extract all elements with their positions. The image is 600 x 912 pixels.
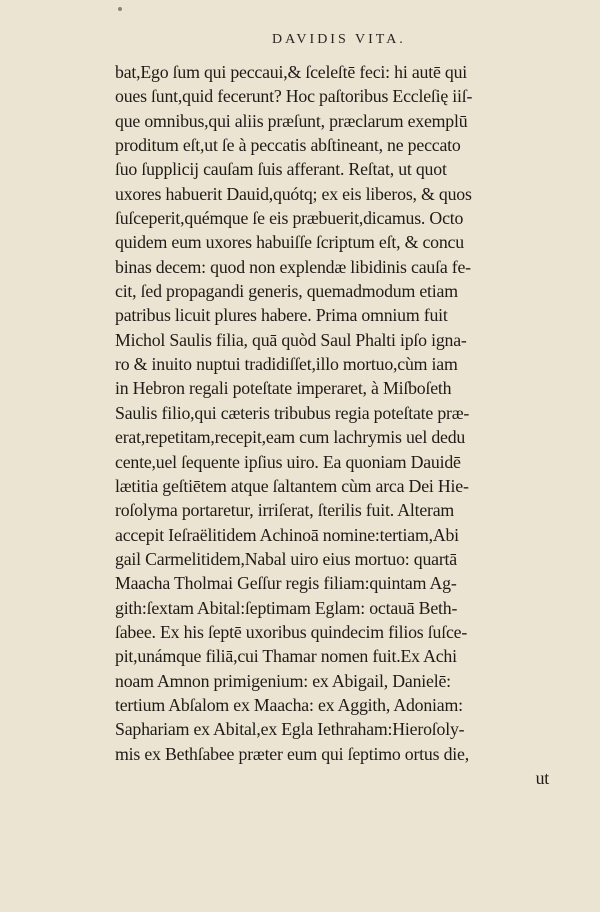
ink-speck xyxy=(118,7,122,11)
catchword: ut xyxy=(535,767,549,788)
text-line: uxores habuerit Dauid,quótq; ex eis liberos, & quos xyxy=(115,183,472,204)
text-line: que omnibus,qui aliis præſunt, præclarum exemplū xyxy=(115,110,468,131)
text-line: roſolyma portaretur, irriſerat, ſterilis fuit. Alteram xyxy=(115,500,455,521)
text-line: ſuſceperit,quémque ſe eis præbuerit,dicamus. Octo xyxy=(115,208,464,229)
text-line: ro & inuito nuptui tradidiſſet,illo mortuo,cùm iam xyxy=(115,354,458,375)
text-line: ſuo ſupplicij cauſam ſuis afferant. Reſtat, ut quot xyxy=(115,159,447,180)
text-line: oues ſunt,quid fecerunt? Hoc paſtoribus Eccleſię iiſ- xyxy=(115,86,473,107)
text-line: lætitia geſtiētem atque ſaltantem cùm arca Dei Hie- xyxy=(115,475,469,496)
text-line: Michol Saulis filia, quā quòd Saul Phalti ipſo igna- xyxy=(115,329,467,350)
running-head-text: DAVIDIS VITA. xyxy=(272,32,406,47)
text-line: proditum eſt,ut ſe à peccatis abſtineant, ne peccato xyxy=(115,135,461,156)
text-line: cente,uel ſequente ipſius uiro. Ea quoniam Dauidē xyxy=(115,451,461,472)
text-line: Saulis filio,qui cæteris tribubus regia poteſtate præ- xyxy=(115,402,470,423)
text-line: binas decem: quod non explendæ libidinis cauſa fe- xyxy=(115,256,471,277)
text-line: gith:ſextam Abital:ſeptimam Eglam: octauā Beth- xyxy=(115,597,458,618)
text-line: patribus licuit plures habere. Prima omnium fuit xyxy=(115,305,448,326)
text-line: ſabee. Ex his ſeptē uxoribus quindecim filios ſuſce- xyxy=(115,621,468,642)
text-line: quidem eum uxores habuiſſe ſcriptum eſt, & concu xyxy=(115,232,464,253)
text-line: mis ex Bethſabee præter eum qui ſeptimo ortus die, xyxy=(115,743,469,764)
text-line: bat,Ego ſum qui peccaui,& ſceleſtē feci: hi autē qui xyxy=(115,62,468,82)
text-line: accepit Ieſraëlitidem Achinoā nomine:tertiam,Abi xyxy=(115,524,459,545)
text-line: Maacha Tholmai Geſſur regis filiam:quintam Ag- xyxy=(115,573,457,594)
body-text xyxy=(115,60,565,790)
text-line: pit,unámque filiā,cui Thamar nomen fuit.Ex Achi xyxy=(115,646,457,667)
text-line: gail Carmelitidem,Nabal uiro eius mortuo: quartā xyxy=(115,548,457,569)
text-line: cit, ſed propagandi generis, quemadmodum etiam xyxy=(115,281,458,302)
text-line: in Hebron regali poteſtate imperaret, à Miſboſeth xyxy=(115,378,452,399)
text-line: tertium Abſalom ex Maacha: ex Aggith, Adoniam: xyxy=(115,694,463,715)
text-line: noam Amnon primigenium: ex Abigail, Danielē: xyxy=(115,670,451,691)
text-line: Saphariam ex Abital,ex Egla Iethraham:Hieroſoly- xyxy=(115,719,465,740)
text-line: erat,repetitam,recepit,eam cum lachrymis uel dedu xyxy=(115,427,466,448)
